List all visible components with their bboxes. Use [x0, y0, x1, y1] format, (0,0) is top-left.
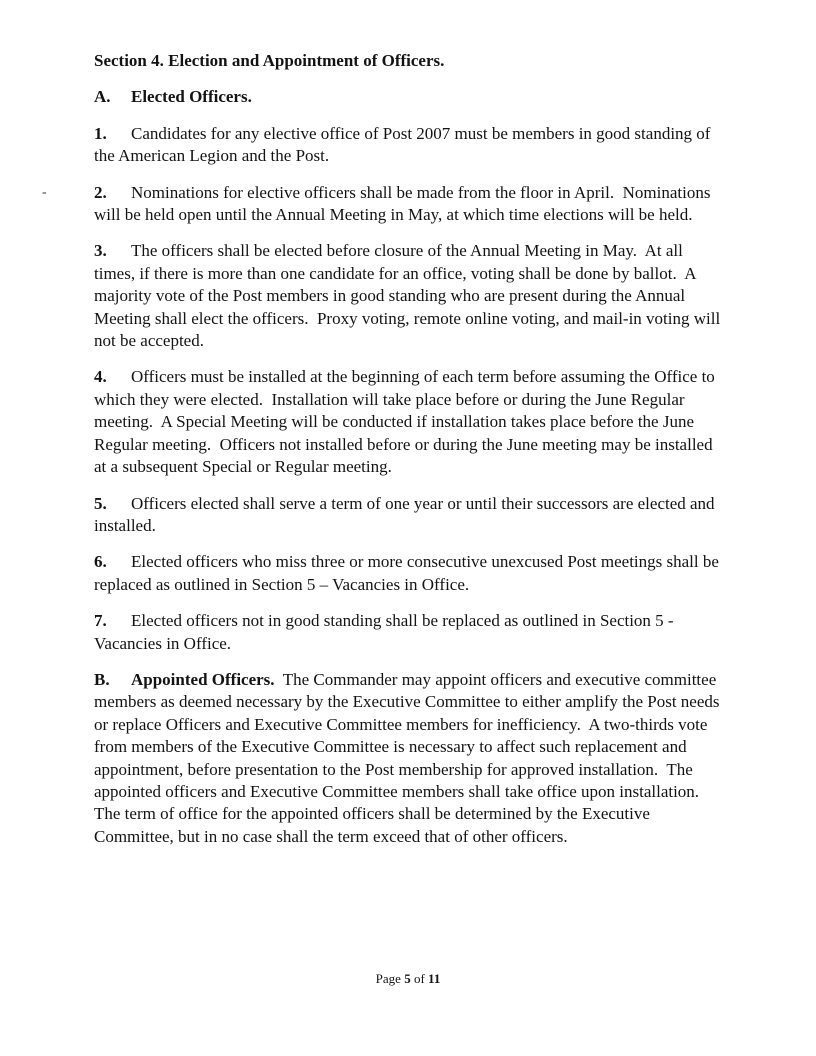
list-item-3 — [94, 240, 724, 352]
item-number: 1. — [94, 123, 107, 143]
list-item-4 — [94, 366, 724, 478]
item-number: 4. — [94, 367, 107, 387]
footer-middle: of — [413, 971, 425, 986]
item-text: Candidates for any elective office of Post 2007 must be members in good standing of the American Legion and the Post. — [94, 123, 715, 166]
item-text: Elected officers who miss three or more consecutive unexcused Post meetings shall be replaced as outlined in Section 5 – Vacancies in Office. — [94, 552, 724, 594]
subsection-a-title: Elected Officers. — [131, 87, 252, 107]
item-number: 5. — [94, 493, 107, 513]
subsection-b-text: The Commander may appoint officers and executive committee members as deemed necessary by the Executive Committee to either amplify the Post needs or replace Officers and Executive Committee members for inefficiency. A two-thirds vote from members of the Executive Committee is necessary to affect such replacement and appointment, before presentation to the Post membership for approved installation. The appointed officers and Executive Committee members shall take office upon installation. The term of office for the appointed officers shall be determined by the Executive Committee, but in no case shall the term exceed that of other officers. — [94, 669, 724, 846]
item-text: The officers shall be elected before closure of the Annual Meeting in May. At all times, if there is more than one candidate for an office, voting shall be done by ballot. A majority vote of the Post members in good standing who are present during the Annual Meeting shall elect the officers. Proxy voting, remote online voting, and mail-in voting will not be accepted. — [94, 241, 725, 351]
item-number: 2. — [94, 182, 107, 202]
list-item-7 — [94, 610, 724, 655]
margin-mark: - — [42, 185, 47, 200]
list-item-5 — [94, 493, 724, 538]
item-text: Officers must be installed at the beginning of each term before assuming the Office to which they were elected. Installation will take place before or during the June Regular meeting. A Special Meeting will be conducted if installation takes place before the June Regular meeting. Officers not installed before or during the June meeting may be installed at a subsequent Special or Regular meeting. — [94, 367, 720, 477]
subsection-a-label: A. — [94, 87, 111, 107]
subsection-a-heading — [94, 86, 724, 108]
section-heading: Section 4. Election and Appointment of Officers. — [94, 51, 445, 70]
item-number: 7. — [94, 611, 107, 631]
list-item-6 — [94, 551, 724, 596]
page-footer — [0, 971, 816, 987]
subsection-b-paragraph — [94, 669, 724, 848]
item-text: Nominations for elective officers shall be made from the floor in April. Nominations will be held open until the Annual Meeting in May, at which time elections will be held. — [94, 182, 715, 225]
page-content — [94, 50, 724, 862]
item-text: Elected officers not in good standing shall be replaced as outlined in Section 5 - Vacancies in Office. — [94, 611, 678, 653]
item-number: 3. — [94, 241, 107, 261]
item-number: 6. — [94, 552, 107, 572]
subsection-b-label: B. — [94, 669, 110, 689]
list-item-1 — [94, 123, 724, 168]
item-text: Officers elected shall serve a term of one year or until their successors are elected and installed. — [94, 493, 719, 535]
footer-total-pages: 11 — [428, 971, 441, 986]
footer-page-number: 5 — [404, 971, 411, 986]
subsection-b-title: Appointed Officers. — [131, 669, 275, 689]
footer-prefix: Page — [375, 971, 401, 986]
list-item-2 — [94, 182, 724, 227]
